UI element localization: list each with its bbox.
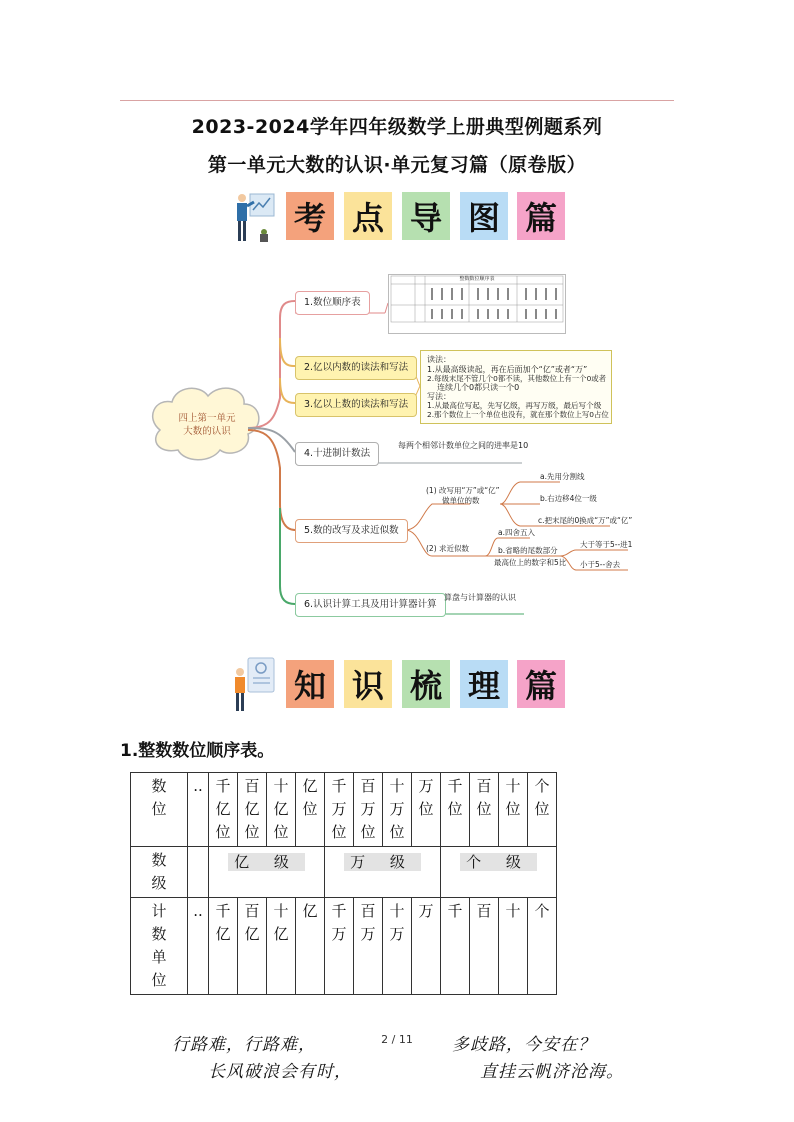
banner-char-2: 识 (344, 660, 392, 708)
header-rule (120, 100, 674, 101)
table-cell: 百 (470, 898, 499, 995)
mini-table-title: 整数数位顺序表 (459, 276, 495, 282)
table-cell: 十 亿 (267, 898, 296, 995)
document-title: 2023-2024学年四年级数学上册典型例题系列 (191, 116, 603, 138)
table-cell: 十 位 (499, 773, 528, 847)
table-cell: 个 (528, 898, 557, 995)
approx-branch-label: (2) 求近似数 (426, 544, 470, 553)
banner-char-5: 篇 (517, 660, 565, 708)
node-read-write-above-yi: 3.亿以上数的读法和写法 (295, 393, 417, 417)
banner-char-3: 梳 (402, 660, 450, 708)
table-cell: 百 亿 位 (238, 773, 267, 847)
table-cell: .. (188, 898, 209, 995)
table-cell: .. (188, 773, 209, 847)
row-label (131, 773, 188, 847)
note-line: 读法： (427, 355, 451, 364)
label-char: 位 (151, 971, 167, 989)
table-row-digit-level (131, 847, 557, 898)
label-char: 位 (151, 800, 167, 818)
center-line: 四上第一单元 大数的认识 (178, 413, 236, 437)
note-line: 1.从最高位写起，先写亿级，再写万级，最后写个级 (427, 401, 602, 410)
table-cell: 千 (441, 898, 470, 995)
calculator-note: 算盘与计算器的认识 (444, 593, 516, 602)
table-cell: 十 万 (383, 898, 412, 995)
table-cell: 十 (499, 898, 528, 995)
table-cell: 千 位 (441, 773, 470, 847)
presenter-icon (230, 656, 278, 714)
note-line: 2.那个数位上一个单位也没有，就在那个数位上写0占位 (427, 410, 609, 419)
table-row-digit-place (131, 773, 557, 847)
table-cell: 千 亿 位 (209, 773, 238, 847)
decimal-note: 每两个相邻计数单位之间的进率是10 (398, 441, 529, 450)
banner-char-4: 理 (460, 660, 508, 708)
label-char: 数 (151, 777, 167, 795)
note-line: 2.每级末尾不管几个0都不读，其他数位上有一个0或者 (427, 374, 607, 383)
read-write-note-box (420, 350, 612, 424)
banner-char-1: 考 (286, 192, 334, 240)
approx-item: b.省略的尾数部分 (498, 546, 558, 555)
table-cell: 个 位 (528, 773, 557, 847)
verse-line: 长风破浪会有时， (208, 1062, 352, 1082)
table-cell: 十 万 位 (383, 773, 412, 847)
document-subtitle: 第一单元大数的认识·单元复习篇（原卷版） (207, 154, 587, 176)
banner-char-2: 点 (344, 192, 392, 240)
node-calculator: 6.认识计算工具及用计算器计算 (295, 593, 446, 617)
approx-result: 大于等于5--进1 (580, 540, 633, 549)
node-rewrite-approx: 5.数的改写及求近似数 (295, 519, 408, 543)
banner-char-4: 图 (460, 192, 508, 240)
rewrite-item: c.把末尾的0换成“万”或“亿” (538, 516, 633, 525)
table-cell: 百 位 (470, 773, 499, 847)
table-cell: 万 (412, 898, 441, 995)
rewrite-item: a.先用分割线 (540, 472, 585, 481)
group-wan (325, 847, 441, 898)
table-cell: 百 万 位 (354, 773, 383, 847)
note-line: 连续几个0都只读一个0 (437, 383, 520, 392)
label-char: 数 (151, 925, 167, 943)
presenter-icon (230, 188, 278, 246)
group-label: 万 级 (344, 853, 421, 871)
mini-table-grid (389, 275, 565, 325)
node-digit-order: 1.数位顺序表 (295, 291, 370, 315)
verse-line: 多歧路，今安在？ (452, 1035, 596, 1055)
table-cell: 千 亿 (209, 898, 238, 995)
label-char: 计 (151, 902, 167, 920)
note-line: 写法： (427, 392, 451, 401)
rewrite-branch-label: (1) 改写用“万”或“亿” (426, 486, 500, 495)
label-char: 级 (151, 874, 167, 892)
verse-line: 直挂云帆济沧海。 (480, 1062, 624, 1082)
table-cell: 十 亿 位 (267, 773, 296, 847)
verse-line: 行路难，行路难， (172, 1035, 316, 1055)
note-line: 1.从最高级读起，再在后面加个“亿”或者“万” (427, 365, 588, 374)
digit-table-thumbnail (388, 274, 566, 334)
banner-char-1: 知 (286, 660, 334, 708)
rewrite-branch-label: 做单位的数 (442, 496, 480, 505)
table-cell: 百 万 (354, 898, 383, 995)
table-cell: 百 亿 (238, 898, 267, 995)
banner-char-5: 篇 (517, 192, 565, 240)
mind-map (140, 268, 633, 618)
table-row-counting-unit (131, 898, 557, 995)
table-cell: 千 万 (325, 898, 354, 995)
rewrite-item: b.右边移4位一级 (540, 494, 597, 503)
table-cell: 千 万 位 (325, 773, 354, 847)
section-heading: 1.整数数位顺序表。 (120, 741, 275, 761)
approx-item: 最高位上的数字和5比 (494, 558, 567, 567)
label-char: 单 (151, 948, 167, 966)
digit-order-table (130, 772, 557, 995)
approx-result: 小于5--舍去 (580, 560, 621, 569)
node-decimal-system: 4.十进制计数法 (295, 442, 379, 466)
group-label: 亿 级 (228, 853, 305, 871)
label-char: 数 (151, 851, 167, 869)
table-cell (188, 847, 209, 898)
mind-map-center (162, 412, 252, 438)
banner-char-3: 导 (402, 192, 450, 240)
row-label (131, 898, 188, 995)
approx-item: a.四舍五入 (498, 528, 535, 537)
table-cell: 亿 (296, 898, 325, 995)
page-number: 2 / 11 (381, 1033, 413, 1046)
table-cell: 万 位 (412, 773, 441, 847)
group-ge (441, 847, 557, 898)
row-label (131, 847, 188, 898)
group-label: 个 级 (460, 853, 537, 871)
node-read-write-within-yi: 2.亿以内数的读法和写法 (295, 356, 417, 380)
group-yi (209, 847, 325, 898)
table-cell: 亿 位 (296, 773, 325, 847)
